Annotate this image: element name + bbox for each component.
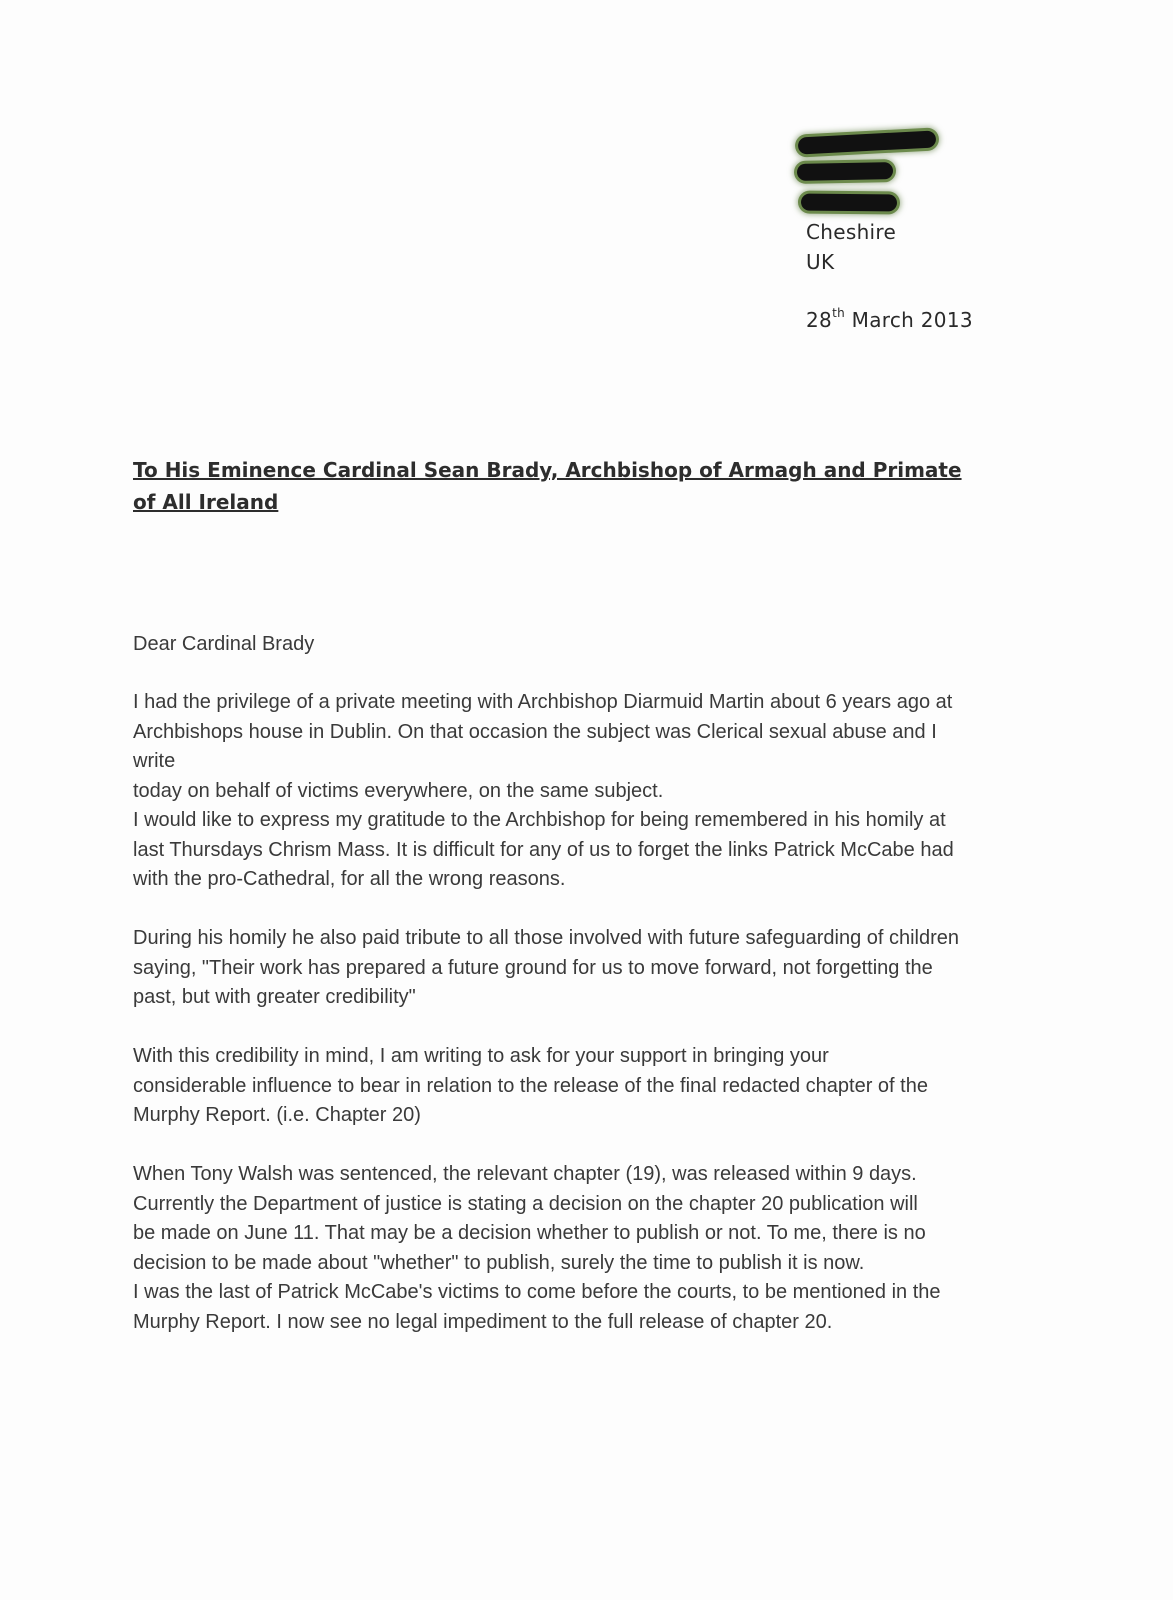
- date-day: 28: [806, 308, 833, 332]
- paragraph-3: [133, 924, 983, 1013]
- paragraph-text: When Tony Walsh was sentenced, the relevant chapter (19), was released within 9 days. Currently the Department of justice is stating a decision on the chapter 20 publication will be made on June 11. That may be a decision whether to publish or not. To me, there is no decision to be made about "whether" to publish, surely the time to publish it is now. I was the last of Patrick McCabe's victims to come before the courts, to be mentioned in the Murphy Report. I now see no legal impediment to the full release of chapter 20.: [133, 1163, 941, 1333]
- redacted-address-line-3: [801, 194, 897, 212]
- paragraph-text: I would like to express my gratitude to the Archbishop for being remembered in his homily at last Thursdays Chrism Mass. It is difficult for any of us to forget the links Patrick McCabe had with the pro-Cathedral, for all the wrong reasons.: [133, 809, 954, 890]
- letter-date: [806, 308, 973, 332]
- paragraph-5: [133, 1160, 983, 1337]
- paragraph-1: [133, 688, 983, 806]
- sender-county: Cheshire: [806, 220, 897, 244]
- salutation: [133, 630, 983, 660]
- salutation-text: Dear Cardinal Brady: [133, 633, 315, 655]
- sender-country: UK: [806, 250, 835, 274]
- paragraph-4: [133, 1042, 983, 1131]
- redacted-address-line-2: [797, 162, 893, 181]
- paragraph-text: During his homily he also paid tribute to all those involved with future safeguarding of children saying, "Their work has prepared a future ground for us to move forward, not forgetting the past, but with greater credibility": [133, 927, 960, 1008]
- paragraph-2: [133, 806, 983, 895]
- paragraph-text: With this credibility in mind, I am writing to ask for your support in bringing your considerable influence to bear in relation to the release of the final redacted chapter of the Murphy Report. (i.e. Chapter 20): [133, 1045, 928, 1126]
- date-suffix: th: [832, 306, 845, 321]
- redacted-address-line-1: [798, 130, 937, 154]
- letter-heading: To His Eminence Cardinal Sean Brady, Archbishop of Armagh and Primate of All Ireland: [133, 458, 962, 514]
- date-month-year: March 2013: [844, 308, 973, 332]
- paragraph-text: I had the privilege of a private meeting with Archbishop Diarmuid Martin about 6 years ago at Archbishops house in Dublin. On that occasion the subject was Clerical sexual abuse and I write today on behalf of victims everywhere, on the same subject.: [133, 691, 953, 802]
